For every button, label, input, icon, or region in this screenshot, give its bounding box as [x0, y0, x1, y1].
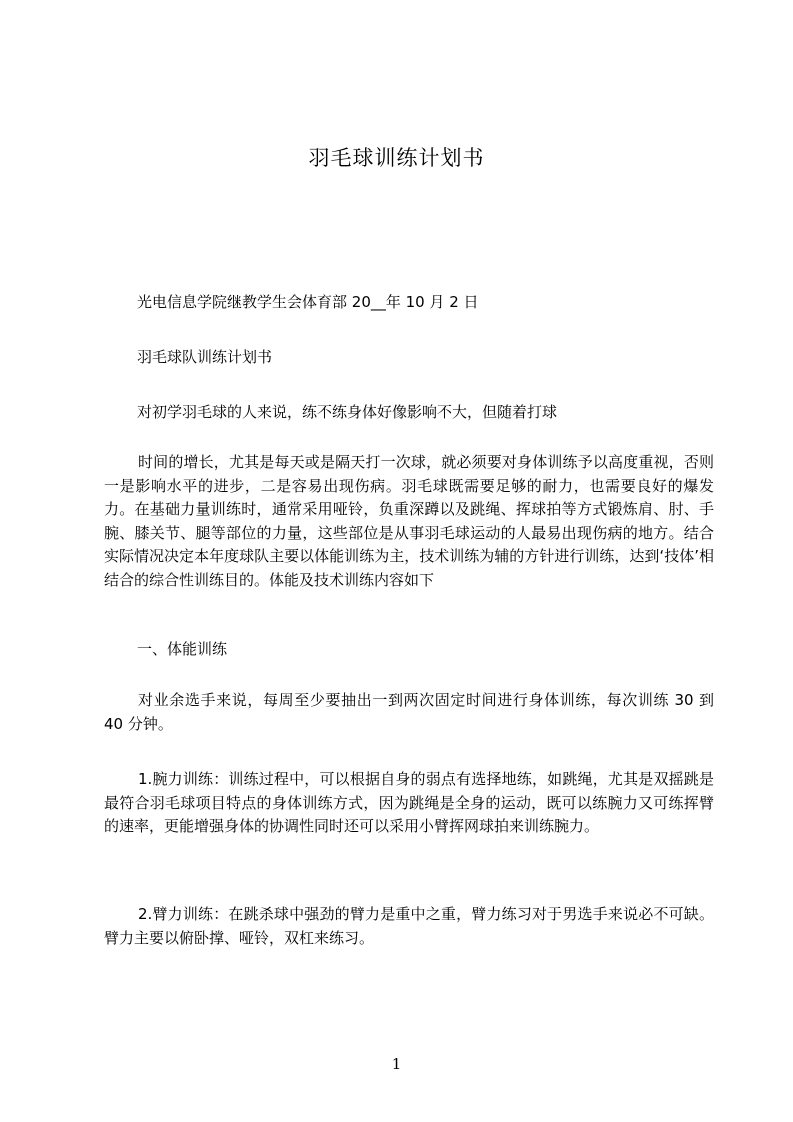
item2-paragraph: 2.臂力训练：在跳杀球中强劲的臂力是重中之重，臂力练习对于男选手来说必不可缺。臂力主要以俯卧撑、哑铃，双杠来练习。 — [104, 905, 714, 947]
intro-line: 对初学羽毛球的人来说，练不练身体好像影响不大，但随着打球 — [137, 403, 558, 421]
item1-paragraph: 1.腕力训练：训练过程中，可以根据自身的弱点有选择地练，如跳绳，尤其是双摇跳是最符合羽毛球项目特点的身体训练方式，因为跳绳是全身的运动，既可以练腕力又可练挥臂的速率，更能增强身体的协调性同时还可以采用小臂挥网球拍来训练腕力。 — [104, 770, 714, 835]
page-number: 1 — [391, 1055, 402, 1073]
header-line: 光电信息学院继教学生会体育部 20__年 10 月 2 日 — [137, 293, 479, 311]
section-paragraph: 对业余选手来说，每周至少要抽出一到两次固定时间进行身体训练，每次训练 30 到 40 分钟。 — [104, 691, 714, 733]
item1-block — [104, 768, 714, 839]
intro-paragraph-block — [104, 451, 714, 592]
intro-paragraph: 时间的增长，尤其是每天或是隔天打一次球，就必须要对身体训练予以高度重视，否则一是影响水平的进步，二是容易出现伤病。羽毛球既需要足够的耐力，也需要良好的爆发力。在基础力量训练时，通常采用哑铃，负重深蹲以及跳绳、挥球拍等方式锻炼肩、肘、手腕、膝关节、腿等部位的力量，这些部位是从事羽毛球运动的人最易出现伤病的地方。结合实际情况决定本年度球队主要以体能训练为主，技术训练为辅的方针进行训练，达到‘技体’相结合的综合性训练目的。体能及技术训练内容如下 — [104, 453, 714, 589]
section-heading: 一、体能训练 — [137, 640, 228, 658]
subtitle: 羽毛球队训练计划书 — [137, 348, 273, 366]
item2-block — [104, 903, 714, 950]
document-title: 羽毛球训练计划书 — [308, 146, 485, 170]
section-paragraph-block — [104, 689, 714, 736]
